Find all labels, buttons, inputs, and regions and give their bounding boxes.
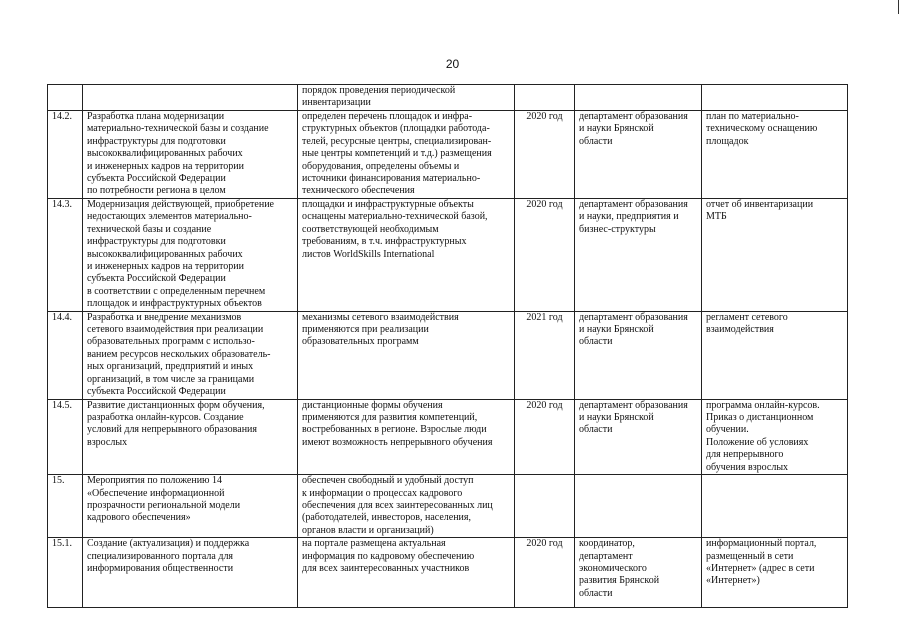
activity-cell: Создание (актуализация) и поддержка специализированного портала для информирования общественности — [83, 538, 298, 608]
result-cell: порядок проведения периодической инвентаризации — [298, 85, 515, 111]
document-cell: программа онлайн-курсов. Приказ о дистанционном обучении. Положение об условиях для непрерывного обучения взрослых — [702, 399, 848, 474]
activity-cell: Разработка плана модернизации материально-технической базы и создание инфраструктуры для подготовки высококвалифицированных рабочих и инженерных кадров на территории субъекта Российской Федерации по потребности региона в целом — [83, 111, 298, 199]
document-cell: регламент сетевого взаимодействия — [702, 311, 848, 399]
row-number: 14.4. — [48, 311, 83, 399]
table-row — [48, 475, 848, 538]
result-cell: определен перечень площадок и инфра- структурных объектов (площадки работода- телей, ресурсные центры, специализирован- ные центры компетенций и т.д.) размещения оборудования, определены объемы и источники финансирования материально- технического обеспечения — [298, 111, 515, 199]
responsible-cell: департамент образования и науки Брянской области — [575, 311, 702, 399]
row-number: 14.2. — [48, 111, 83, 199]
year-cell: 2020 год — [515, 111, 575, 199]
document-cell: информационный портал, размещенный в сети «Интернет» (адрес в сети «Интернет») — [702, 538, 848, 608]
row-number: 15.1. — [48, 538, 83, 608]
table-row — [48, 311, 848, 399]
activity-cell: Разработка и внедрение механизмов сетевого взаимодействия при реализации образовательных программ с использо- ванием ресурсов нескольких образователь- ных организаций, предприятий и иных организаций, в том числе за границами субъекта Российской Федерации — [83, 311, 298, 399]
scan-edge-mark — [898, 0, 899, 14]
year-cell: 2020 год — [515, 538, 575, 608]
activity-cell — [83, 85, 298, 111]
row-number: 14.5. — [48, 399, 83, 474]
responsible-cell: департамент образования и науки, предприятия и бизнес-структуры — [575, 199, 702, 312]
activity-cell: Мероприятия по положению 14 «Обеспечение информационной прозрачности региональной модели кадрового обеспечения» — [83, 475, 298, 538]
result-cell: механизмы сетевого взаимодействия применяются при реализации образовательных программ — [298, 311, 515, 399]
table-row — [48, 199, 848, 312]
year-cell — [515, 475, 575, 538]
document-cell: план по материально- техническому оснащению площадок — [702, 111, 848, 199]
activities-table — [47, 84, 848, 608]
responsible-cell — [575, 475, 702, 538]
document-cell — [702, 85, 848, 111]
responsible-cell — [575, 85, 702, 111]
year-cell — [515, 85, 575, 111]
page-number: 20 — [445, 57, 460, 71]
row-number: 14.3. — [48, 199, 83, 312]
responsible-cell: координатор, департамент экономического развития Брянской области — [575, 538, 702, 608]
year-cell: 2020 год — [515, 199, 575, 312]
year-cell: 2020 год — [515, 399, 575, 474]
result-cell: обеспечен свободный и удобный доступ к информации о процессах кадрового обеспечения для всех заинтересованных лиц (работодателей, инвесторов, населения, органов власти и организаций) — [298, 475, 515, 538]
row-number — [48, 85, 83, 111]
activity-cell: Модернизация действующей, приобретение недостающих элементов материально- технической базы и создание инфраструктуры для подготовки высококвалифицированных рабочих и инженерных кадров на территории субъекта Российской Федерации в соответствии с определенным перечнем площадок и инфраструктурных объектов — [83, 199, 298, 312]
table-row — [48, 538, 848, 608]
activity-cell: Развитие дистанционных форм обучения, разработка онлайн-курсов. Создание условий для непрерывного образования взрослых — [83, 399, 298, 474]
result-cell: площадки и инфраструктурные объекты оснащены материально-технической базой, соответствующей необходимым требованиям, в т.ч. инфраструктурных листов WorldSkills International — [298, 199, 515, 312]
row-number: 15. — [48, 475, 83, 538]
responsible-cell: департамент образования и науки Брянской области — [575, 399, 702, 474]
table-row — [48, 399, 848, 474]
table-row — [48, 85, 848, 111]
document-cell: отчет об инвентаризации МТБ — [702, 199, 848, 312]
responsible-cell: департамент образования и науки Брянской области — [575, 111, 702, 199]
document-cell — [702, 475, 848, 538]
table-row — [48, 111, 848, 199]
result-cell: на портале размещена актуальная информация по кадровому обеспечению для всех заинтересованных участников — [298, 538, 515, 608]
result-cell: дистанционные формы обучения применяются для развития компетенций, востребованных в регионе. Взрослые люди имеют возможность непрерывного обучения — [298, 399, 515, 474]
year-cell: 2021 год — [515, 311, 575, 399]
